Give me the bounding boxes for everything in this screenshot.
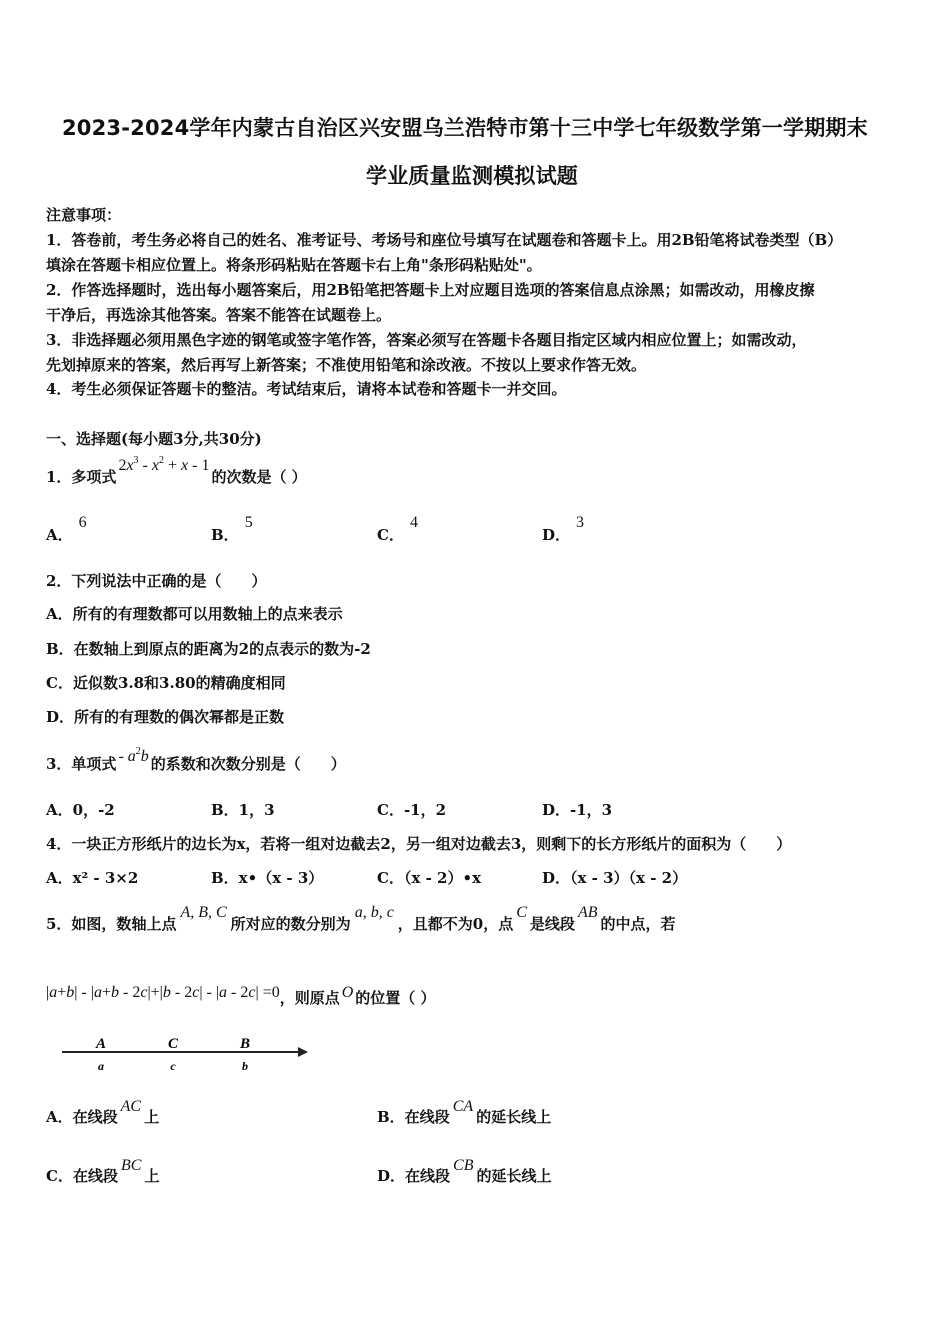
value-label-b: b: [242, 1059, 248, 1073]
notes-line: 3．非选择题必须用黑色字迹的钢笔或签字笔作答，答案必须写在答题卡各题目指定区域内相应位置上；如需改动，: [46, 331, 807, 349]
q2-stem: 2．下列说法中正确的是（ ）: [46, 572, 267, 590]
q2-option-d[interactable]: D．所有的有理数的偶次幂都是正数: [46, 708, 285, 726]
value-label-c: c: [170, 1059, 176, 1073]
q3-option-d[interactable]: D．-1，3: [542, 801, 613, 819]
value-label-a: a: [98, 1059, 104, 1073]
number-line-arrow: [298, 1047, 308, 1057]
q5-option-d[interactable]: D．在线段CB的延长线上: [377, 1157, 552, 1185]
notes-line: 2．作答选择题时，选出每小题答案后，用2B铅笔把答题卡上对应题目选项的答案信息点涂黑；如需改动，用橡皮擦: [46, 281, 815, 299]
q5-option-c[interactable]: C．在线段BC上: [46, 1157, 160, 1185]
notes-line: 1．答卷前，考生务必将自己的姓名、准考证号、考场号和座位号填写在试题卷和答题卡上。用2B铅笔将试卷类型（B）: [46, 231, 843, 249]
q5-option-a[interactable]: A．在线段AC上: [46, 1098, 160, 1126]
q3-formula: - $a^2b$: [118, 746, 149, 765]
point-label-c: C: [167, 1036, 179, 1052]
q2-option-c[interactable]: C．近似数3.8和3.80的精确度相同: [46, 674, 286, 692]
q1-option-d[interactable]: D．3: [542, 514, 585, 544]
q4-option-c[interactable]: C．（x - 2）•x: [377, 869, 482, 887]
notes-line: 先划掉原来的答案，然后再写上新答案；不准使用铅笔和涂改液。不按以上要求作答无效。: [46, 356, 647, 374]
notes-heading: 注意事项：: [46, 206, 122, 224]
q5-equation: |a+b| - |a+b - 2c|+|b - 2c| - |a - 2c| =0: [46, 984, 280, 1001]
q5-stem-line1: 5．如图，数轴上点A, B, C所对应的数分别为a, b, c，且都不为0，点C是线段AB的中点，若: [46, 904, 676, 933]
q1-option-c[interactable]: C．4: [377, 514, 418, 544]
q1-option-a[interactable]: A．6: [46, 514, 87, 544]
q5-stem-line2: |a+b| - |a+b - 2c|+|b - 2c| - |a - 2c| =0，则原点 O 的位置（ ）: [46, 984, 436, 1007]
q4-stem: 4．一块正方形纸片的边长为x，若将一组对边截去2，另一组对边截去3，则剩下的长方形纸片的面积为（ ）: [46, 835, 792, 853]
notes-line: 干净后，再选涂其他答案。答案不能答在试题卷上。: [46, 306, 392, 324]
q3-option-a[interactable]: A．0，-2: [46, 801, 115, 819]
section-heading: 一、选择题(每小题3分,共30分): [46, 430, 262, 448]
q4-option-a[interactable]: A．x² - 3×2: [46, 869, 139, 887]
q4-option-b[interactable]: B．x•（x - 3）: [211, 869, 324, 887]
q2-option-b[interactable]: B．在数轴上到原点的距离为2的点表示的数为-2: [46, 640, 371, 658]
q1-stem: 1．多项式$2x^3 - x^2 + x - 1$的次数是（ ）: [46, 455, 307, 486]
point-label-a: A: [95, 1036, 107, 1052]
page-title: 2023-2024学年内蒙古自治区兴安盟乌兰浩特市第十三中学七年级数学第一学期期末: [62, 116, 868, 140]
q4-option-d[interactable]: D．（x - 3）（x - 2）: [542, 869, 688, 887]
q3-option-b[interactable]: B．1，3: [211, 801, 275, 819]
q3-stem: 3．单项式 - $a^2b$ 的系数和次数分别是（ ）: [46, 746, 346, 773]
point-label-b: B: [239, 1036, 251, 1052]
q2-option-a[interactable]: A．所有的有理数都可以用数轴上的点来表示: [46, 605, 343, 623]
page-subtitle: 学业质量监测模拟试题: [366, 164, 578, 188]
notes-line: 4．考生必须保证答题卡的整洁。考试结束后，请将本试卷和答题卡一并交回。: [46, 380, 567, 398]
q1-option-b[interactable]: B．5: [211, 514, 253, 544]
number-line-figure: [56, 1030, 316, 1080]
notes-line: 填涂在答题卡相应位置上。将条形码粘贴在答题卡右上角"条形码粘贴处"。: [46, 256, 542, 274]
q3-option-c[interactable]: C．-1，2: [377, 801, 447, 819]
q1-formula: $2x^3 - x^2 + x - 1$: [118, 455, 210, 474]
q5-option-b[interactable]: B．在线段CA的延长线上: [377, 1098, 552, 1126]
